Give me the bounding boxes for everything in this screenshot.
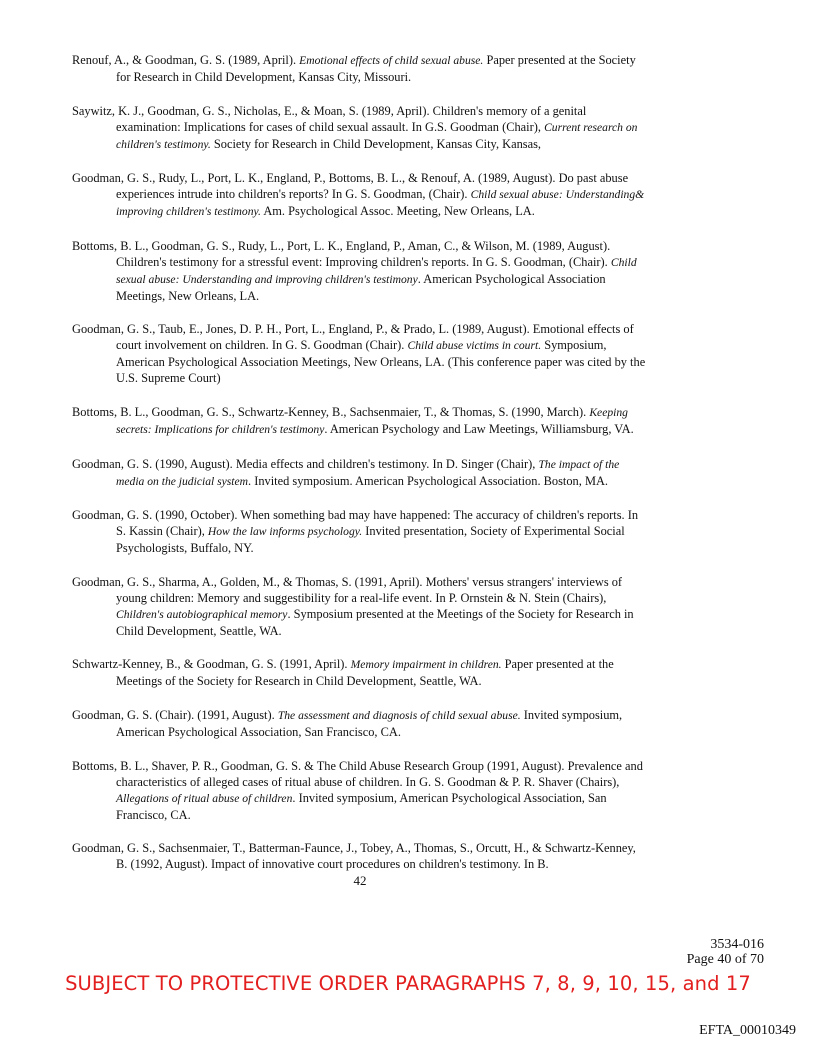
reference-entry: Bottoms, B. L., Shaver, P. R., Goodman, G. S. & The Child Abuse Research Group (1991, August). Prevalence and characteristics of alleged cases of ritual abuse of children. In G. S. Goodman & P. R. Shaver (Chairs), Allegations of ritual abuse of children. Invited symposium, American Psychological Association, San Francisco, CA. — [72, 758, 643, 822]
reference-entry: Saywitz, K. J., Goodman, G. S., Nicholas, E., & Moan, S. (1989, April). Children's memory of a genital examination: Implications for cases of child sexual assault. In G.S. Goodman (Chair), Current research on children's testimony. Society for Research in Child Development, Kansas City, Kansas, — [72, 103, 638, 151]
reference-entry: Renouf, A., & Goodman, G. S. (1989, April). Emotional effects of child sexual abuse. Paper presented at the Society for Research in Child Development, Kansas City, Missouri. — [72, 53, 636, 84]
reference-entry: Goodman, G. S., Sachsenmaier, T., Batterman-Faunce, J., Tobey, A., Thomas, S., Orcutt, H., & Schwartz-Kenney, B. (1992, August). Impact of innovative court procedures on children's testimony. In B. — [72, 841, 636, 872]
bates-number: EFTA_00010349 — [699, 1023, 796, 1038]
page-number: 42 — [353, 873, 367, 888]
protective-order-notice: SUBJECT TO PROTECTIVE ORDER PARAGRAPHS 7, 8, 9, 10, 15, and 17 — [65, 972, 751, 995]
reference-entry: Goodman, G. S., Rudy, L., Port, L. K., England, P., Bottoms, B. L., & Renouf, A. (1989, August). Do past abuse experiences intrude into children's reports? In G. S. Goodman, (Chair). Child sexual abuse: Understanding& improving children's testimony. Am. Psychological Assoc. Meeting, New Orleans, LA. — [72, 171, 645, 219]
reference-entry: Bottoms, B. L., Goodman, G. S., Rudy, L., Port, L. K., England, P., Aman, C., & Wilson, M. (1989, August). Children's testimony for a stressful event: Improving children's reports. In G. S. Goodman, (Chair). Child sexual abuse: Understanding and improving children's testimony. American Psychological Association Meetings, New Orleans, LA. — [72, 238, 637, 303]
reference-entry: Bottoms, B. L., Goodman, G. S., Schwartz-Kenney, B., Sachsenmaier, T., & Thomas, S. (1990, March). Keeping secrets: Implications for children's testimony. American Psychology and Law Meetings, Williamsburg, VA. — [72, 404, 634, 436]
reference-entry: Goodman, G. S., Sharma, A., Golden, M., & Thomas, S. (1991, April). Mothers' versus strangers' interviews of young children: Memory and suggestibility for a real-life event. In P. Ornstein & N. Stein (Chairs), Children's autobiographical memory. Symposium presented at the Meetings of the Society for Research in Child Development, Seattle, WA. — [72, 574, 634, 638]
document-id-code: 3534-016 — [710, 937, 764, 952]
reference-entry: Goodman, G. S. (1990, October). When something bad may have happened: The accuracy of children's reports. In S. Kassin (Chair), How the law informs psychology. Invited presentation, Society of Experimental Social Psychologists, Buffalo, NY. — [72, 508, 639, 556]
reference-entry: Schwartz-Kenney, B., & Goodman, G. S. (1991, April). Memory impairment in children. Paper presented at the Meetings of the Society for Research in Child Development, Seattle, WA. — [72, 657, 614, 689]
document-id — [687, 937, 764, 967]
reference-entry: Goodman, G. S. (1990, August). Media effects and children's testimony. In D. Singer (Chair), The impact of the media on the judicial system. Invited symposium. American Psychological Association. Boston, MA. — [72, 456, 620, 488]
reference-list — [72, 52, 650, 891]
reference-entry: Goodman, G. S. (Chair). (1991, August). The assessment and diagnosis of child sexual abuse. Invited symposium, American Psychological Association, San Francisco, CA. — [72, 707, 623, 739]
reference-entry: Goodman, G. S., Taub, E., Jones, D. P. H., Port, L., England, P., & Prado, L. (1989, August). Emotional effects of court involvement on children. In G. S. Goodman (Chair). Child abuse victims in court. Symposium, American Psychological Association Meetings, New Orleans, LA. (This conference paper was cited by the U.S. Supreme Court) — [72, 322, 646, 386]
document-page-count: Page 40 of 70 — [686, 952, 764, 967]
